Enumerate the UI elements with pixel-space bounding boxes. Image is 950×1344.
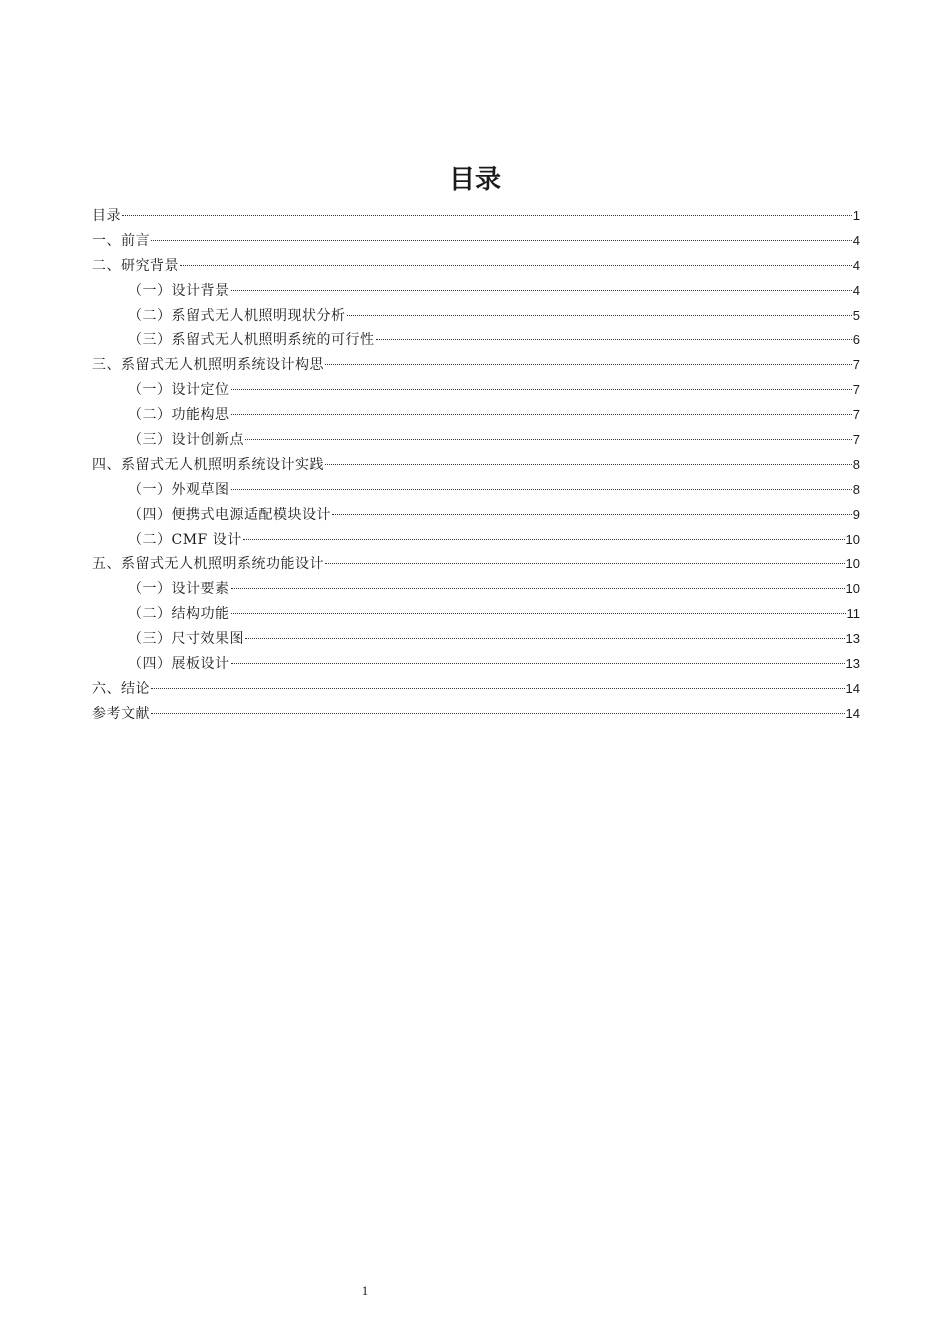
dot-leader (231, 389, 852, 390)
toc-entry-title: 五、系留式无人机照明系统功能设计 (92, 556, 324, 573)
toc-entry-title: 参考文献 (92, 705, 150, 722)
dot-leader (347, 315, 852, 316)
toc-entry-page: 8 (852, 456, 860, 472)
dot-leader (231, 489, 852, 490)
dot-leader (243, 539, 845, 540)
toc-entry-page: 4 (852, 282, 860, 298)
page-number: 1 (361, 1283, 369, 1298)
toc-entry-title: 目录 (92, 208, 121, 224)
toc-entry[interactable] (92, 503, 860, 528)
toc-entry-title: （二）结构功能 (128, 606, 230, 623)
dot-leader (376, 339, 852, 340)
toc-entry[interactable] (92, 204, 860, 229)
toc-entry[interactable] (92, 229, 860, 254)
toc-entry-page: 1 (852, 208, 860, 223)
dot-leader (151, 713, 845, 714)
dot-leader (231, 588, 845, 589)
toc-entry-page: 10 (845, 556, 860, 572)
toc-entry-page: 7 (852, 432, 860, 448)
toc-entry-page: 13 (845, 656, 860, 672)
dot-leader (325, 563, 845, 564)
toc-entry-title: （三）设计创新点 (128, 432, 244, 449)
toc-entry[interactable] (92, 627, 860, 652)
dot-leader (122, 215, 852, 216)
toc-entry-page: 10 (845, 581, 860, 597)
toc-entry-page: 10 (845, 531, 860, 547)
toc-entry[interactable] (92, 403, 860, 428)
dot-leader (325, 364, 852, 365)
toc-entry[interactable] (92, 279, 860, 304)
toc-entry-title: （三）系留式无人机照明系统的可行性 (128, 332, 375, 349)
toc-entry[interactable] (92, 254, 860, 279)
toc-entry[interactable] (92, 652, 860, 677)
toc-entry[interactable] (92, 328, 860, 353)
toc-entry[interactable] (92, 552, 860, 577)
toc-entry-page: 8 (852, 481, 860, 497)
dot-leader (151, 240, 852, 241)
dot-leader (180, 265, 852, 266)
toc-entry[interactable] (92, 353, 860, 378)
toc-entry-title: 六、结论 (92, 680, 150, 697)
toc-entry-page: 14 (845, 680, 860, 696)
dot-leader (245, 439, 852, 440)
dot-leader (231, 414, 852, 415)
toc-entry[interactable] (92, 378, 860, 403)
toc-entry-page: 7 (852, 382, 860, 398)
dot-leader (325, 464, 852, 465)
toc-entry-page: 7 (852, 357, 860, 373)
toc-entry-title: 四、系留式无人机照明系统设计实践 (92, 456, 324, 473)
toc-entry[interactable] (92, 577, 860, 602)
toc-entry-page: 9 (852, 506, 860, 522)
toc-entry-page: 6 (852, 332, 860, 348)
toc-entry-page: 4 (852, 232, 860, 248)
toc-entry-title: 二、研究背景 (92, 257, 179, 274)
table-of-contents (92, 204, 860, 727)
toc-entry-page: 11 (846, 606, 860, 622)
dot-leader (151, 688, 845, 689)
toc-entry[interactable] (92, 677, 860, 702)
toc-entry-page: 14 (845, 705, 860, 721)
toc-entry-title: （一）设计背景 (128, 282, 230, 299)
toc-entry-title: （二）系留式无人机照明现状分析 (128, 307, 346, 324)
toc-entry-title: （三）尺寸效果图 (128, 631, 244, 648)
toc-entry-page: 7 (852, 407, 860, 423)
toc-entry-title: （二）功能构思 (128, 407, 230, 424)
toc-entry-title: （四）展板设计 (128, 656, 230, 673)
toc-entry[interactable] (92, 702, 860, 727)
toc-entry-title: （一）外观草图 (128, 481, 230, 498)
toc-entry-title: （四）便携式电源适配模块设计 (128, 506, 331, 523)
toc-entry[interactable] (92, 453, 860, 478)
toc-entry-title: 一、前言 (92, 232, 150, 249)
toc-entry[interactable] (92, 602, 860, 627)
toc-entry-title: （一）设计定位 (128, 382, 230, 399)
dot-leader (231, 613, 846, 614)
toc-entry-page: 4 (852, 257, 860, 273)
dot-leader (245, 638, 845, 639)
toc-entry-page: 5 (852, 307, 860, 323)
toc-entry[interactable] (92, 528, 860, 553)
dot-leader (231, 290, 852, 291)
toc-entry-title: 三、系留式无人机照明系统设计构思 (92, 357, 324, 374)
dot-leader (332, 514, 852, 515)
toc-entry[interactable] (92, 428, 860, 453)
dot-leader (231, 663, 845, 664)
toc-entry[interactable] (92, 304, 860, 329)
toc-entry-page: 13 (845, 631, 860, 647)
toc-entry-title: （一）设计要素 (128, 581, 230, 598)
page-title: 目录 (448, 165, 501, 195)
toc-entry[interactable] (92, 478, 860, 503)
toc-entry-title: （二）CMF 设计 (128, 531, 242, 548)
